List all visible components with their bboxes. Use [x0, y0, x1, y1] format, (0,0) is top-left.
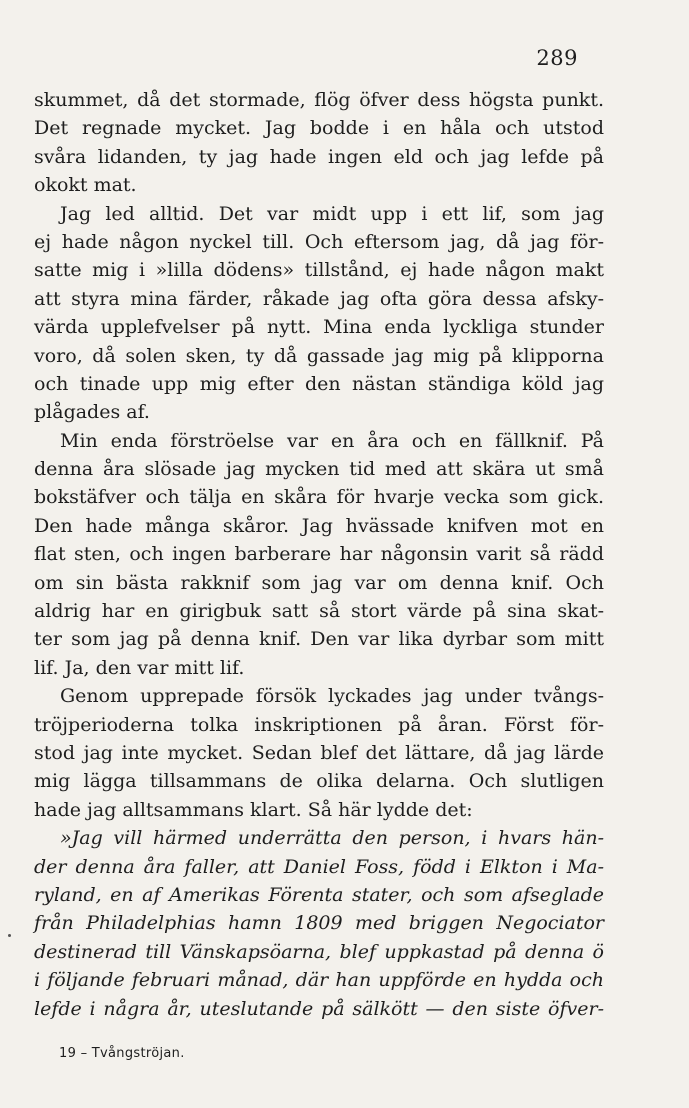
- text-line: flat sten, och ingen barberare har någonsin varit så rädd: [34, 543, 604, 566]
- text-line: att styra mina färder, råkade jag ofta göra dessa afsky-: [34, 287, 604, 310]
- text-line: skummet, då det stormade, flög öfver dess högsta punkt.: [34, 89, 604, 111]
- text-line: okokt mat.: [34, 174, 137, 197]
- text-line: Det regnade mycket. Jag bodde i en håla och utstod: [34, 117, 604, 140]
- text-line: tröjperioderna tolka inskriptionen på åran. Först för-: [34, 713, 604, 736]
- text-line: mig lägga tillsammans de olika delarna. Och slutligen: [34, 770, 604, 793]
- text-line: och tinade upp mig efter den nästan ständiga köld jag: [34, 372, 604, 395]
- text-line: voro, då solen sken, ty då gassade jag mig på klipporna: [34, 344, 604, 367]
- text-line: svåra lidanden, ty jag hade ingen eld och jag lefde på: [34, 145, 604, 168]
- text-line: Den hade många skåror. Jag hvässade knifven mot en: [34, 514, 604, 537]
- text-line: plågades af.: [34, 401, 150, 424]
- text-line: från Philadelphias hamn 1809 med briggen Negociator: [34, 912, 604, 935]
- text-line: värda upplefvelser på nytt. Mina enda lyckliga stunder: [34, 316, 604, 339]
- text-line: Jag led alltid. Det var midt upp i ett lif, som jag: [60, 202, 604, 225]
- text-line: »Jag vill härmed underrätta den person, i hvars hän-: [60, 827, 604, 850]
- text-line: lif. Ja, den var mitt lif.: [34, 656, 245, 679]
- printer-signature: 19 – Tvångströjan.: [59, 1046, 185, 1061]
- text-line: i följande februari månad, där han uppförde en hydda och: [34, 969, 604, 992]
- text-line: stod jag inte mycket. Sedan blef det lättare, då jag lärde: [34, 741, 604, 764]
- text-line: ej hade någon nyckel till. Och eftersom jag, då jag för-: [34, 230, 604, 253]
- text-line: Min enda förströelse var en åra och en fällknif. På: [60, 429, 604, 452]
- text-line: hade jag alltsammans klart. Så här lydde det:: [34, 798, 473, 821]
- text-line: Genom upprepade försök lyckades jag under tvångs-: [60, 685, 604, 708]
- text-line: aldrig har en girigbuk satt så stort värde på sina skat-: [34, 600, 604, 623]
- body-text: [34, 86, 604, 1023]
- margin-mark: [8, 934, 11, 937]
- text-line: der denna åra faller, att Daniel Foss, född i Elkton i Ma-: [34, 855, 604, 878]
- text-line: satte mig i »lilla dödens» tillstånd, ej hade någon makt: [34, 259, 604, 282]
- text-line: om sin bästa rakknif som jag var om denna knif. Och: [34, 571, 604, 594]
- text-line: denna åra slösade jag mycken tid med att skära ut små: [34, 458, 604, 481]
- text-line: ter som jag på denna knif. Den var lika dyrbar som mitt: [34, 628, 604, 651]
- page-number: 289: [536, 46, 578, 70]
- text-line: destinerad till Vänskapsöarna, blef uppkastad på denna ö: [34, 940, 604, 963]
- text-line: ryland, en af Amerikas Förenta stater, och som afseglade: [34, 883, 604, 906]
- text-line: bokstäfver och tälja en skåra för hvarje vecka som gick.: [34, 486, 604, 509]
- text-line: lefde i några år, uteslutande på sälkött — den siste öfver-: [34, 997, 604, 1020]
